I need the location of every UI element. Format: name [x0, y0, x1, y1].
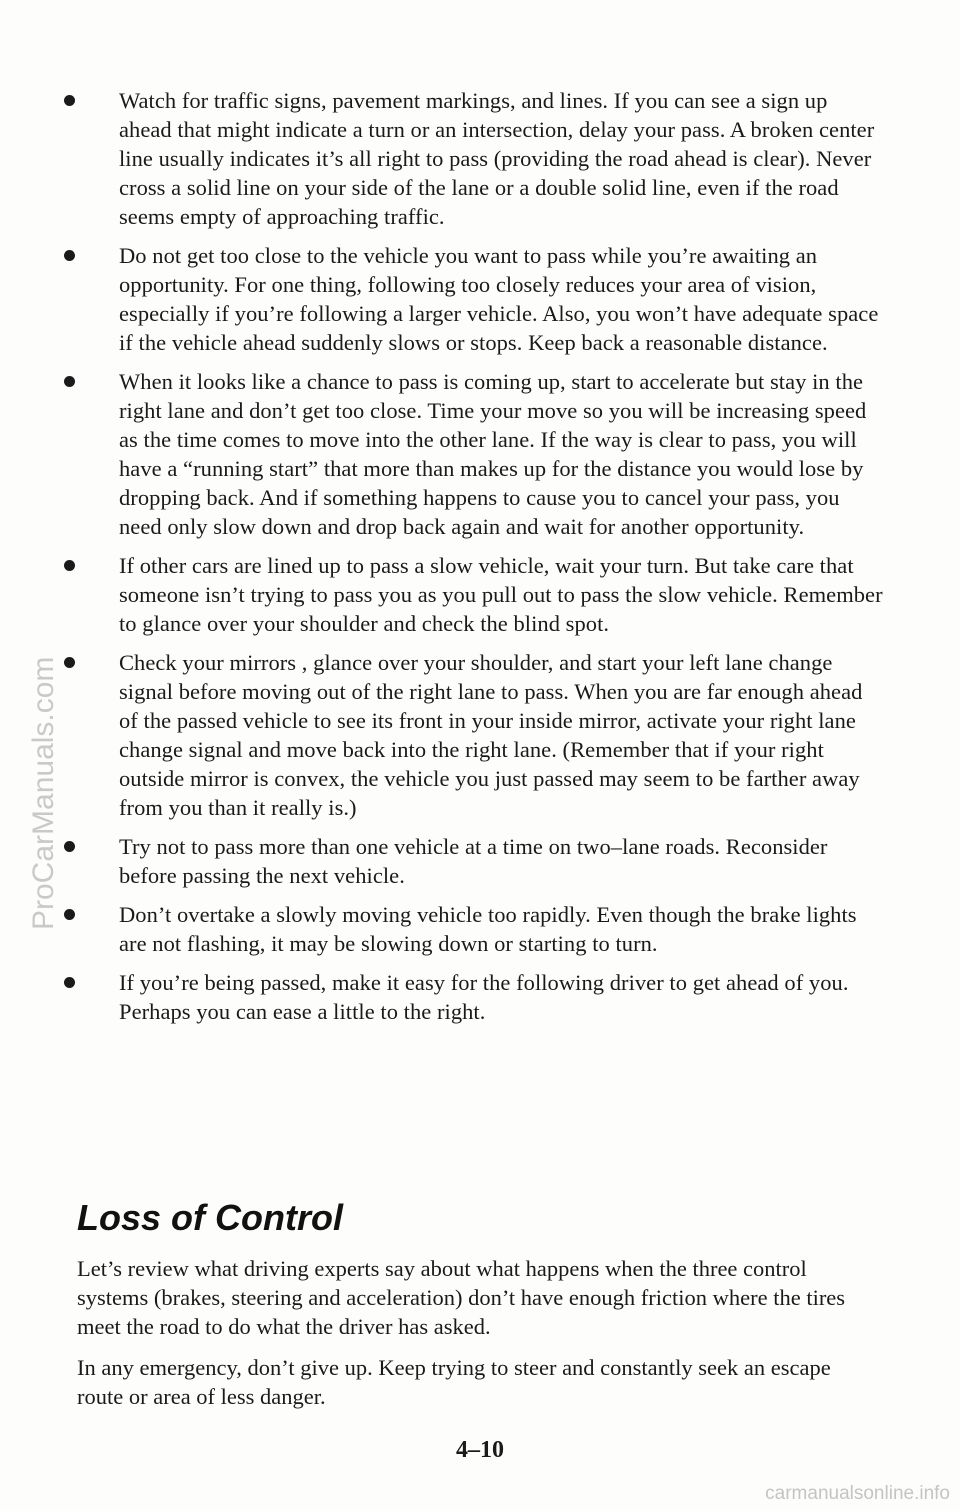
list-item-text: Check your mirrors , glance over your shoulder, and start your left lane change signal before moving out of the right lane to pass. When you are far enough ahead of the passed vehicle to see its front in your inside mirror, activate your right lane change signal and move back into the right lane. (Remember that if your right outside mirror is convex, the vehicle you just passed may seem to be farther away from you than it really is.)	[119, 650, 863, 820]
list-item-text: When it looks like a chance to pass is coming up, start to accelerate but stay in the right lane and don’t get too close. Time your move so you will be increasing speed as the time comes to move into the other lane. If the way is clear to pass, you will have a “running start” that more than makes up for the distance you would lose by dropping back. And if something happens to cause you to cancel your pass, you need only slow down and drop back again and wait for another opportunity.	[119, 369, 867, 539]
bullet-icon	[64, 250, 75, 261]
bullet-icon	[64, 560, 75, 571]
page-number: 4–10	[456, 1437, 504, 1463]
bullet-icon	[64, 657, 75, 668]
list-item-text: Don’t overtake a slowly moving vehicle too rapidly. Even though the brake lights are not flashing, it may be slowing down or starting to turn.	[119, 902, 857, 956]
bullet-icon	[64, 376, 75, 387]
list-item-text: Try not to pass more than one vehicle at a time on two–lane roads. Reconsider before passing the next vehicle.	[119, 834, 828, 888]
bottom-watermark: carmanualsonline.info	[765, 1483, 950, 1504]
list-item	[64, 367, 884, 541]
side-watermark: ProCarManuals.com	[27, 656, 60, 930]
section-heading: Loss of Control	[77, 1197, 343, 1238]
list-item	[64, 900, 884, 958]
list-item-text: Do not get too close to the vehicle you want to pass while you’re awaiting an opportunity. For one thing, following too closely reduces your area of vision, especially if you’re following a larger vehicle. Also, you won’t have adequate space if the vehicle ahead suddenly slows or stops. Keep back a reasonable distance.	[119, 243, 879, 355]
section-paragraph: Let’s review what driving experts say about what happens when the three control systems (brakes, steering and acceleration) don’t have enough friction where the tires meet the road to do what the driver has asked.	[77, 1256, 846, 1339]
list-item-text: If you’re being passed, make it easy for the following driver to get ahead of you. Perhaps you can ease a little to the right.	[119, 970, 849, 1024]
list-item	[64, 241, 884, 357]
list-item	[64, 832, 884, 890]
list-item	[64, 968, 884, 1026]
bullet-icon	[64, 95, 75, 106]
section-paragraph: In any emergency, don’t give up. Keep trying to steer and constantly seek an escape route or area of less danger.	[77, 1355, 831, 1409]
list-item	[64, 551, 884, 638]
bullet-icon	[64, 841, 75, 852]
list-item	[64, 648, 884, 822]
bullet-icon	[64, 909, 75, 920]
list-item-text: Watch for traffic signs, pavement markings, and lines. If you can see a sign up ahead that might indicate a turn or an intersection, delay your pass. A broken center line usually indicates it’s all right to pass (providing the road ahead is clear). Never cross a solid line on your side of the lane or a double solid line, even if the road seems empty of approaching traffic.	[119, 88, 875, 229]
passing-tips-list	[64, 86, 884, 1036]
bullet-icon	[64, 977, 75, 988]
list-item	[64, 86, 884, 231]
list-item-text: If other cars are lined up to pass a slow vehicle, wait your turn. But take care that someone isn’t trying to pass you as you pull out to pass the slow vehicle. Remember to glance over your shoulder and check the blind spot.	[119, 553, 883, 636]
